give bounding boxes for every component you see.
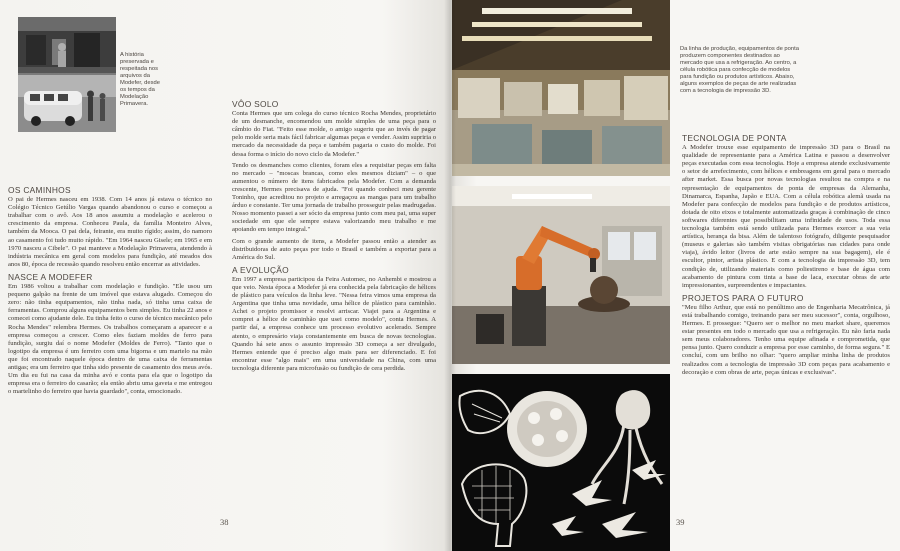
- column-3: [682, 130, 890, 380]
- page-right: [450, 0, 900, 551]
- archive-photo: [18, 17, 116, 132]
- paragraph-evolucao: Em 1997 a empresa participou da Feira Automec, no Anhembi e mostrou a que veio. Nesta época a Modefer já era conhecida pela fabricação de hélices de plástico para veículos da linha leve. "Nessa feira vimos uma empresa da Argentina que tinha uma novidade, uma hélice de plástico para caminhão. Achei o projeto promissor e resolvi arriscar. Viajei para a Argentina e comprei a hélice de caminhão que usei como modelo", conta Hermes. A partir daí, a empresa conhece um processo evolutivo acelerado. Sempre atento, o empresário viaja constantemente em busca de novas tecnologias. Quando há sete anos o assunto impressão 3D começa a ser divulgado, Hermes entende que é preciso algo mais para ser diferenciado. E foi encontrar esse "algo mais" em uma universidade na China, com uma tecnologia diferente para microfusão ou fundição de cera perdida.: [232, 275, 436, 372]
- heading-voo-solo: VÔO SOLO: [232, 99, 279, 109]
- paragraph-grande-aumento: Com o grande aumento de itens, a Modefer passou então a atender as distribuidoras de auto peças por todo o Brasil e também a exportar para a América do Sul.: [232, 237, 436, 261]
- robot-photo: [452, 186, 670, 364]
- archive-photo-image: [18, 17, 116, 132]
- paragraph-caminhos: O pai de Hermes nasceu em 1938. Com 14 anos já estava o técnico no Colégio Técnico Getúlio Vargas quando abandonou o curso e começou a trabalhar com o avô. Aos 18 anos assumiu a modelação e acelerou o crescimento da empresa. Conheceu Paula, da família Monteiro Alves, também da Mooca. O pai dela, feirante, era muito rígido; assim, do namoro ao casamento foi tudo muito rápido. "Em 1964 nasceu Gisele; em 1965 e em 1970 nasceu a Cibele". O pai manteve a Modelação Primavera, atendendo à indústria mecânica em geral com modelos para fundição, até meados dos anos 80, época de recessão quando resolveu então encerrar as atividades.: [8, 196, 212, 268]
- book-gutter: [444, 0, 456, 551]
- heading-tecnologia: TECNOLOGIA DE PONTA: [682, 133, 787, 143]
- page-number-right: 39: [676, 517, 685, 527]
- factory-photo: [452, 0, 670, 176]
- factory-photo-image: [452, 0, 670, 176]
- column-2: [232, 96, 436, 376]
- art-photo: [452, 374, 670, 551]
- paragraph-voo-solo: Conta Hermes que um colega do curso técnico Rocha Mendes, proprietário de um desmanche, encomendou um molde simples de uma peça para o câmbio do Fiat. "Feito esse molde, o amigo sugeriu que ao invés de pagar pelo molde seria mais fácil fabricar algumas peças e vender. Assim supriria o mercado da necessidade da peça e também pagaria o custo do molde. Foi dessa forma o início do novo ciclo da Modefer.": [232, 110, 436, 158]
- production-caption: Da linha de produção, equipamentos de ponta produzem componentes destinados ao mercado que usa a refrigeração. Ao centro, a célula robótica para confecção de modelos para fundição ou produtos artísticos. Abaixo, alguns exemplos de peças de arte realizadas com a tecnologia de impressão 3D.: [680, 46, 799, 94]
- paragraph-desmanches: Tendo os desmanches como clientes, foram eles a requisitar peças em falta no mercado – "moscas brancas, como eles mesmos diziam" – o que aumentou o número de itens fabricados pela Modefer. Com a demanda crescente, Hermes precisava de ajuda. "Foi quando conheci meu gerente Toninho, que acreditou no projeto e arregaçou as mangas para um trabalho árduo e constante. Ter uma jornada de trabalho prosseguir pelas madrugadas. Nosso momento passei a ser sócio da empresa junto com meu pai, uma super sociedade em que ele sempre estava valorizando meu trabalho e me apoiando em tempo integral.": [232, 161, 436, 234]
- paragraph-nasce-modefer: Em 1986 voltou a trabalhar com modelação e fundição. "Ele usou um pequeno galpão na frente de um imóvel que estava alugado. Começou do zero: não tinha equipamentos, não tinha nada, só tinha uma caixa de ferramentas. Comprou alguns equipamentos bem simples. Eu tinha 22 anos e comecei como ajudante dele. Eu tinha feito o curso de técnico mecânico pelo Rocha Mendes" relembra Hermes. Os trabalhos começaram a aparecer e a empresa começou a crescer. Como eles faziam moldes de ferro para fundição, surgiu daí o nome Modefer (Moldes de Ferro). "Tanto que o logotipo da empresa é um ferreiro com uma bigorna e um martelo na mão que foi encontrado naquele época dentro de uma caixa de ferramentas antigas; era um ferreiro que tinha sido presente de casamento dos meus avós. Um dia eu fui na casa da minha avó e conta para ela que o logotipo da empresa era o ferreiro do casarão; ela então abriu uma gaveta e me entregou o martelinho do ferreiro que havia guardado", conta, emocionado.: [8, 283, 212, 396]
- heading-nasce-modefer: NASCE A MODEFER: [8, 271, 93, 282]
- paragraph-tecnologia: A Modefer trouxe esse equipamento de impressão 3D para o Brasil na qualidade de representante para a América Latina e passou a desenvolver peças executadas com essa tecnologia. Hoje a empresa atende exclusivamente o setor de arrefecimento, com hélices e embreagens em geral para o mercado after market. Essa busca por novas tecnologias resultou na compra e na representação de equipamentos de ponta de empresas da Alemanha, Dinamarca, Espanha, Japão e EUA. Com a célula robótica alemã usada na Modefer para confecção de modelos para fundição e de produtos artísticos, dotada de oito eixos e totalmente automatizada graças à combinação de cinco softwares diferentes que possibilitam uma infinidade de usos. Toda essa tecnologia também está sendo utilizada para Hermes exercer a sua veia artística, herança da bisa. Além de talentoso fotógrafo, diligente pesquisador (museus e galerias são também visitas obrigatórias nas cidades para onde viaja), ávido leitor (livros de arte estão sempre na sua bagagem), ele é escultor, pintor, artista plástico. E com a tecnologia da impressão 3D, tem condição de, utilizando materiais como poliestireno e base de água com acabamento de pintura com tinta a base de laca, executar obras de arte impressionantes, surpreendentes e impactantes.: [682, 144, 890, 289]
- archive-caption: A história preservada e respeitada nos arquivos da Modefer, desde os tempos da Modelação Primavera.: [120, 52, 160, 107]
- paragraph-projetos: "Meu filho Arthur, que está no penúltimo ano de Engenharia Mecatrônica, já está trabalhando comigo, treinando para ser meu sucessor", conta, orgulhoso, Hermes. E prossegue: "Quero ser o melhor no meu market share, queremos estar presentes em todo o mercado que usa a refrigeração. Eu não faria nada sem meus colaboradores. Tenho uma equipe afinada e comprometida, que pensa junto. Quero conduzir a empresa por esse caminho, de forma segura." E concluí, com um brilho no olhar: "quero ampliar minha linha de produtos realizados com a tecnologia de impressão 3D com peças para acabamento e decoração e com obras de arte, peças únicas e exclusivas".: [682, 303, 890, 376]
- heading-evolucao: A EVOLUÇÃO: [232, 264, 289, 275]
- heading-caminhos: OS CAMINHOS: [8, 185, 71, 195]
- heading-projetos: PROJETOS PARA O FUTURO: [682, 292, 804, 303]
- page-number-left: 38: [220, 517, 229, 527]
- art-photo-image: [452, 374, 670, 551]
- column-1: [8, 182, 212, 399]
- robot-photo-image: [452, 186, 670, 364]
